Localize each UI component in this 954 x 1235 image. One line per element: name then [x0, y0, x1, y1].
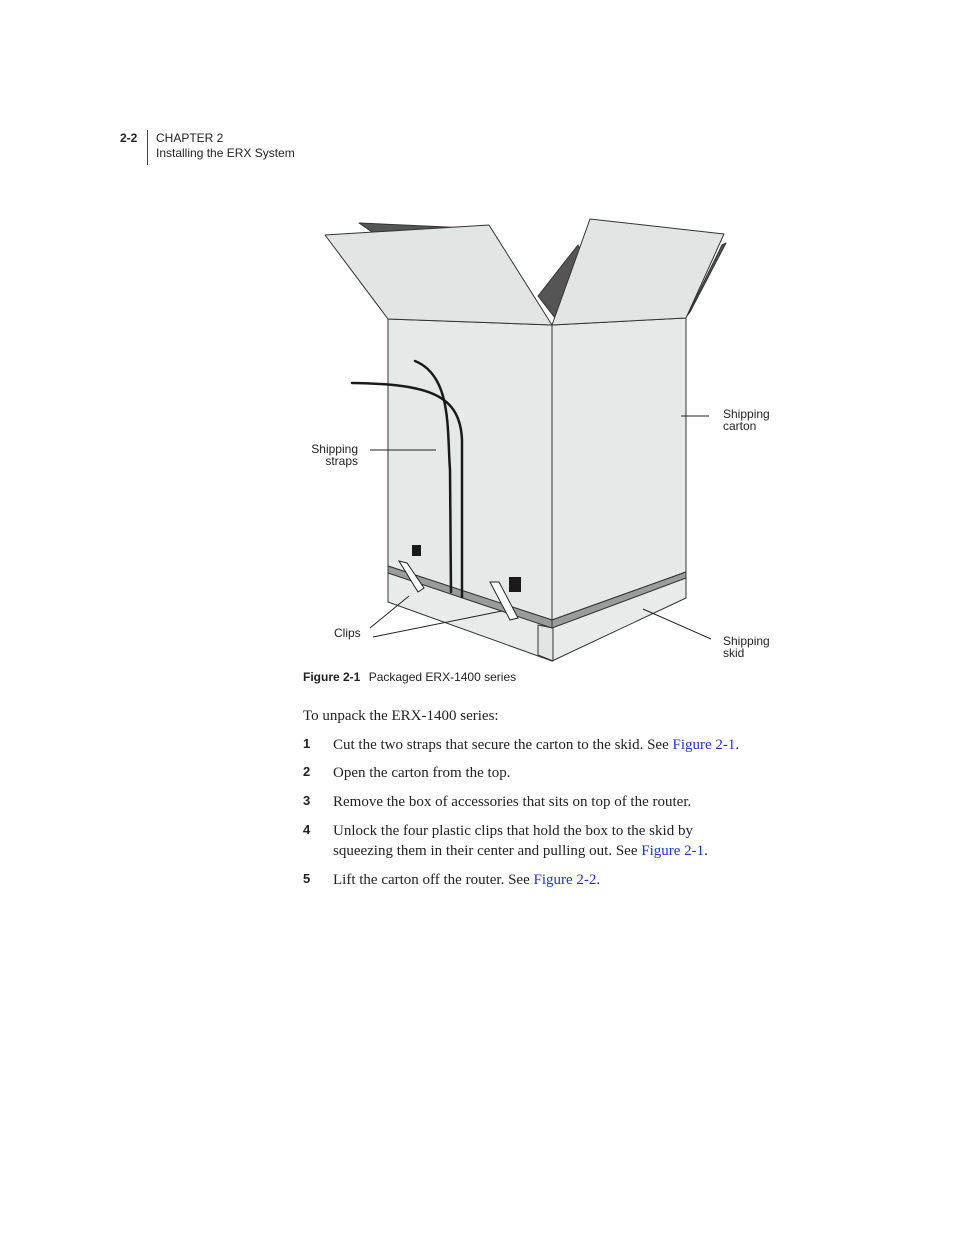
step-number: 4	[303, 822, 311, 837]
step-text: Unlock the four plastic clips that hold the box to the skid by squeezing them in their center and pulling out. See	[333, 823, 693, 859]
figure-2-1-link[interactable]: Figure 2-1	[672, 737, 736, 753]
figure-caption-number: Figure 2-1	[303, 670, 361, 684]
step-text: Open the carton from the top.	[333, 765, 511, 781]
figure-caption	[303, 670, 516, 684]
carton-side-face	[552, 318, 686, 620]
label-shipping-carton: Shipping carton	[723, 407, 770, 433]
carton-mark-left	[412, 545, 421, 556]
carton-mark-right	[509, 577, 521, 592]
label-shipping-straps: Shipping straps	[311, 442, 358, 468]
step-text: Lift the carton off the router. See	[333, 872, 534, 888]
leader-skid	[643, 609, 711, 639]
page-number: 2-2	[120, 131, 138, 145]
step-number: 2	[303, 764, 311, 779]
figure-2-1-link[interactable]: Figure 2-1	[641, 843, 705, 859]
step-number: 3	[303, 793, 311, 808]
label-shipping-skid: Shipping skid	[723, 634, 770, 660]
step-number: 1	[303, 736, 311, 751]
top-flap-right	[552, 219, 724, 325]
figure-caption-text: Packaged ERX-1400 series	[368, 670, 517, 684]
chapter-label: CHAPTER 2	[156, 131, 224, 145]
skid-foot	[538, 625, 553, 661]
top-flap-left	[325, 225, 552, 325]
label-clips: Clips	[334, 626, 361, 640]
chapter-title: Installing the ERX System	[156, 146, 295, 160]
procedure-intro: To unpack the ERX-1400 series:	[303, 708, 499, 724]
step-text: Remove the box of accessories that sits on top of the router.	[333, 794, 692, 810]
step-number: 5	[303, 871, 311, 886]
figure-2-2-link[interactable]: Figure 2-2	[533, 872, 597, 888]
step-text: Cut the two straps that secure the carton to the skid. See	[333, 737, 673, 753]
